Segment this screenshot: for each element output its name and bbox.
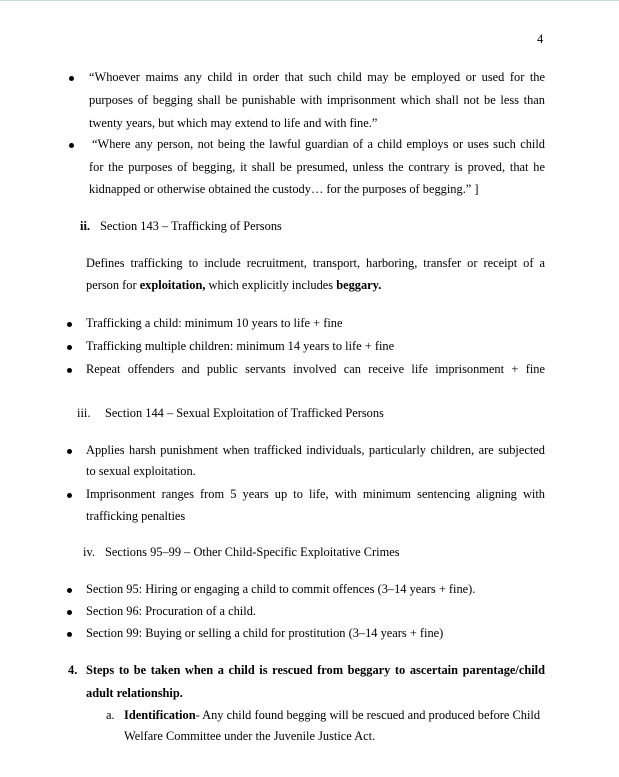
bullet-icon — [69, 143, 74, 148]
para-bold-beggary: beggary. — [336, 278, 382, 292]
page-number: 4 — [537, 32, 544, 46]
quote-1-line-3: twenty years, but which may extend to life and with fine.” — [89, 116, 378, 130]
para-text: which explicitly includes — [205, 278, 337, 292]
bullet-icon — [67, 345, 72, 350]
bullet-icon — [67, 449, 72, 454]
section-ii-bullet-2: Trafficking multiple children: minimum 14 years to life + fine — [86, 339, 395, 353]
bullet-icon — [67, 493, 72, 498]
step-4a-text: - Any child found begging will be rescued and produced before Child — [195, 708, 541, 722]
bullet-icon — [69, 76, 74, 81]
quote-2-line-3: kidnapped or otherwise obtained the custody… for the purposes of begging.” ] — [89, 182, 479, 196]
section-ii-bullet-1: Trafficking a child: minimum 10 years to life + fine — [86, 316, 343, 330]
top-border — [0, 0, 619, 1]
section-iii-bullet-2-line-1: Imprisonment ranges from 5 years up to life, with minimum sentencing aligning with — [86, 487, 545, 501]
section-iii-numeral: iii. — [77, 406, 91, 420]
bullet-icon — [67, 610, 72, 615]
bullet-icon — [67, 322, 72, 327]
section-iii-bullet-1-line-1: Applies harsh punishment when trafficked individuals, particularly children, are subjected — [86, 443, 545, 457]
quote-1-line-2: purposes of begging shall be punishable with imprisonment which shall not be less than — [89, 93, 545, 107]
bullet-icon — [67, 588, 72, 593]
section-iv-bullet-2: Section 96: Procuration of a child. — [86, 604, 256, 618]
section-ii-bullet-3: Repeat offenders and public servants involved can receive life imprisonment + fine — [86, 362, 545, 376]
section-ii-numeral: ii. — [80, 219, 90, 233]
step-4-number: 4. — [68, 663, 78, 677]
bullet-icon — [67, 632, 72, 637]
quote-2-line-1: “Where any person, not being the lawful guardian of a child employs or uses such child — [92, 137, 545, 151]
quote-1-line-1: “Whoever maims any child in order that such child may be employed or used for the — [89, 70, 545, 84]
step-4-heading-line-2: adult relationship. — [86, 686, 183, 700]
section-ii-para-line-2 — [86, 277, 381, 293]
step-4a-line-1 — [124, 707, 540, 723]
para-text: person for — [86, 278, 140, 292]
para-bold-exploitation: exploitation, — [139, 278, 206, 292]
quote-2-line-2: for the purposes of begging, it shall be presumed, unless the contrary is proved, that he — [89, 160, 545, 174]
section-iv-numeral: iv. — [83, 545, 95, 559]
identification-bold: Identification — [124, 708, 196, 722]
section-iii-bullet-1-line-2: to sexual exploitation. — [86, 464, 196, 478]
step-4a-line-2: Welfare Committee under the Juvenile Justice Act. — [124, 729, 376, 743]
step-4a-label: a. — [106, 708, 115, 722]
section-iii-heading: Section 144 – Sexual Exploitation of Trafficked Persons — [105, 406, 384, 420]
section-ii-heading: Section 143 – Trafficking of Persons — [100, 219, 282, 233]
step-4-heading-line-1: Steps to be taken when a child is rescued from beggary to ascertain parentage/child — [86, 663, 545, 677]
section-iv-heading: Sections 95–99 – Other Child-Specific Exploitative Crimes — [105, 545, 400, 559]
section-iv-bullet-3: Section 99: Buying or selling a child for prostitution (3–14 years + fine) — [86, 626, 444, 640]
section-ii-para-line-1: Defines trafficking to include recruitment, transport, harboring, transfer or receipt of a — [86, 256, 545, 270]
section-iii-bullet-2-line-2: trafficking penalties — [86, 509, 186, 523]
bullet-icon — [67, 368, 72, 373]
section-iv-bullet-1: Section 95: Hiring or engaging a child to commit offences (3–14 years + fine). — [86, 582, 476, 596]
